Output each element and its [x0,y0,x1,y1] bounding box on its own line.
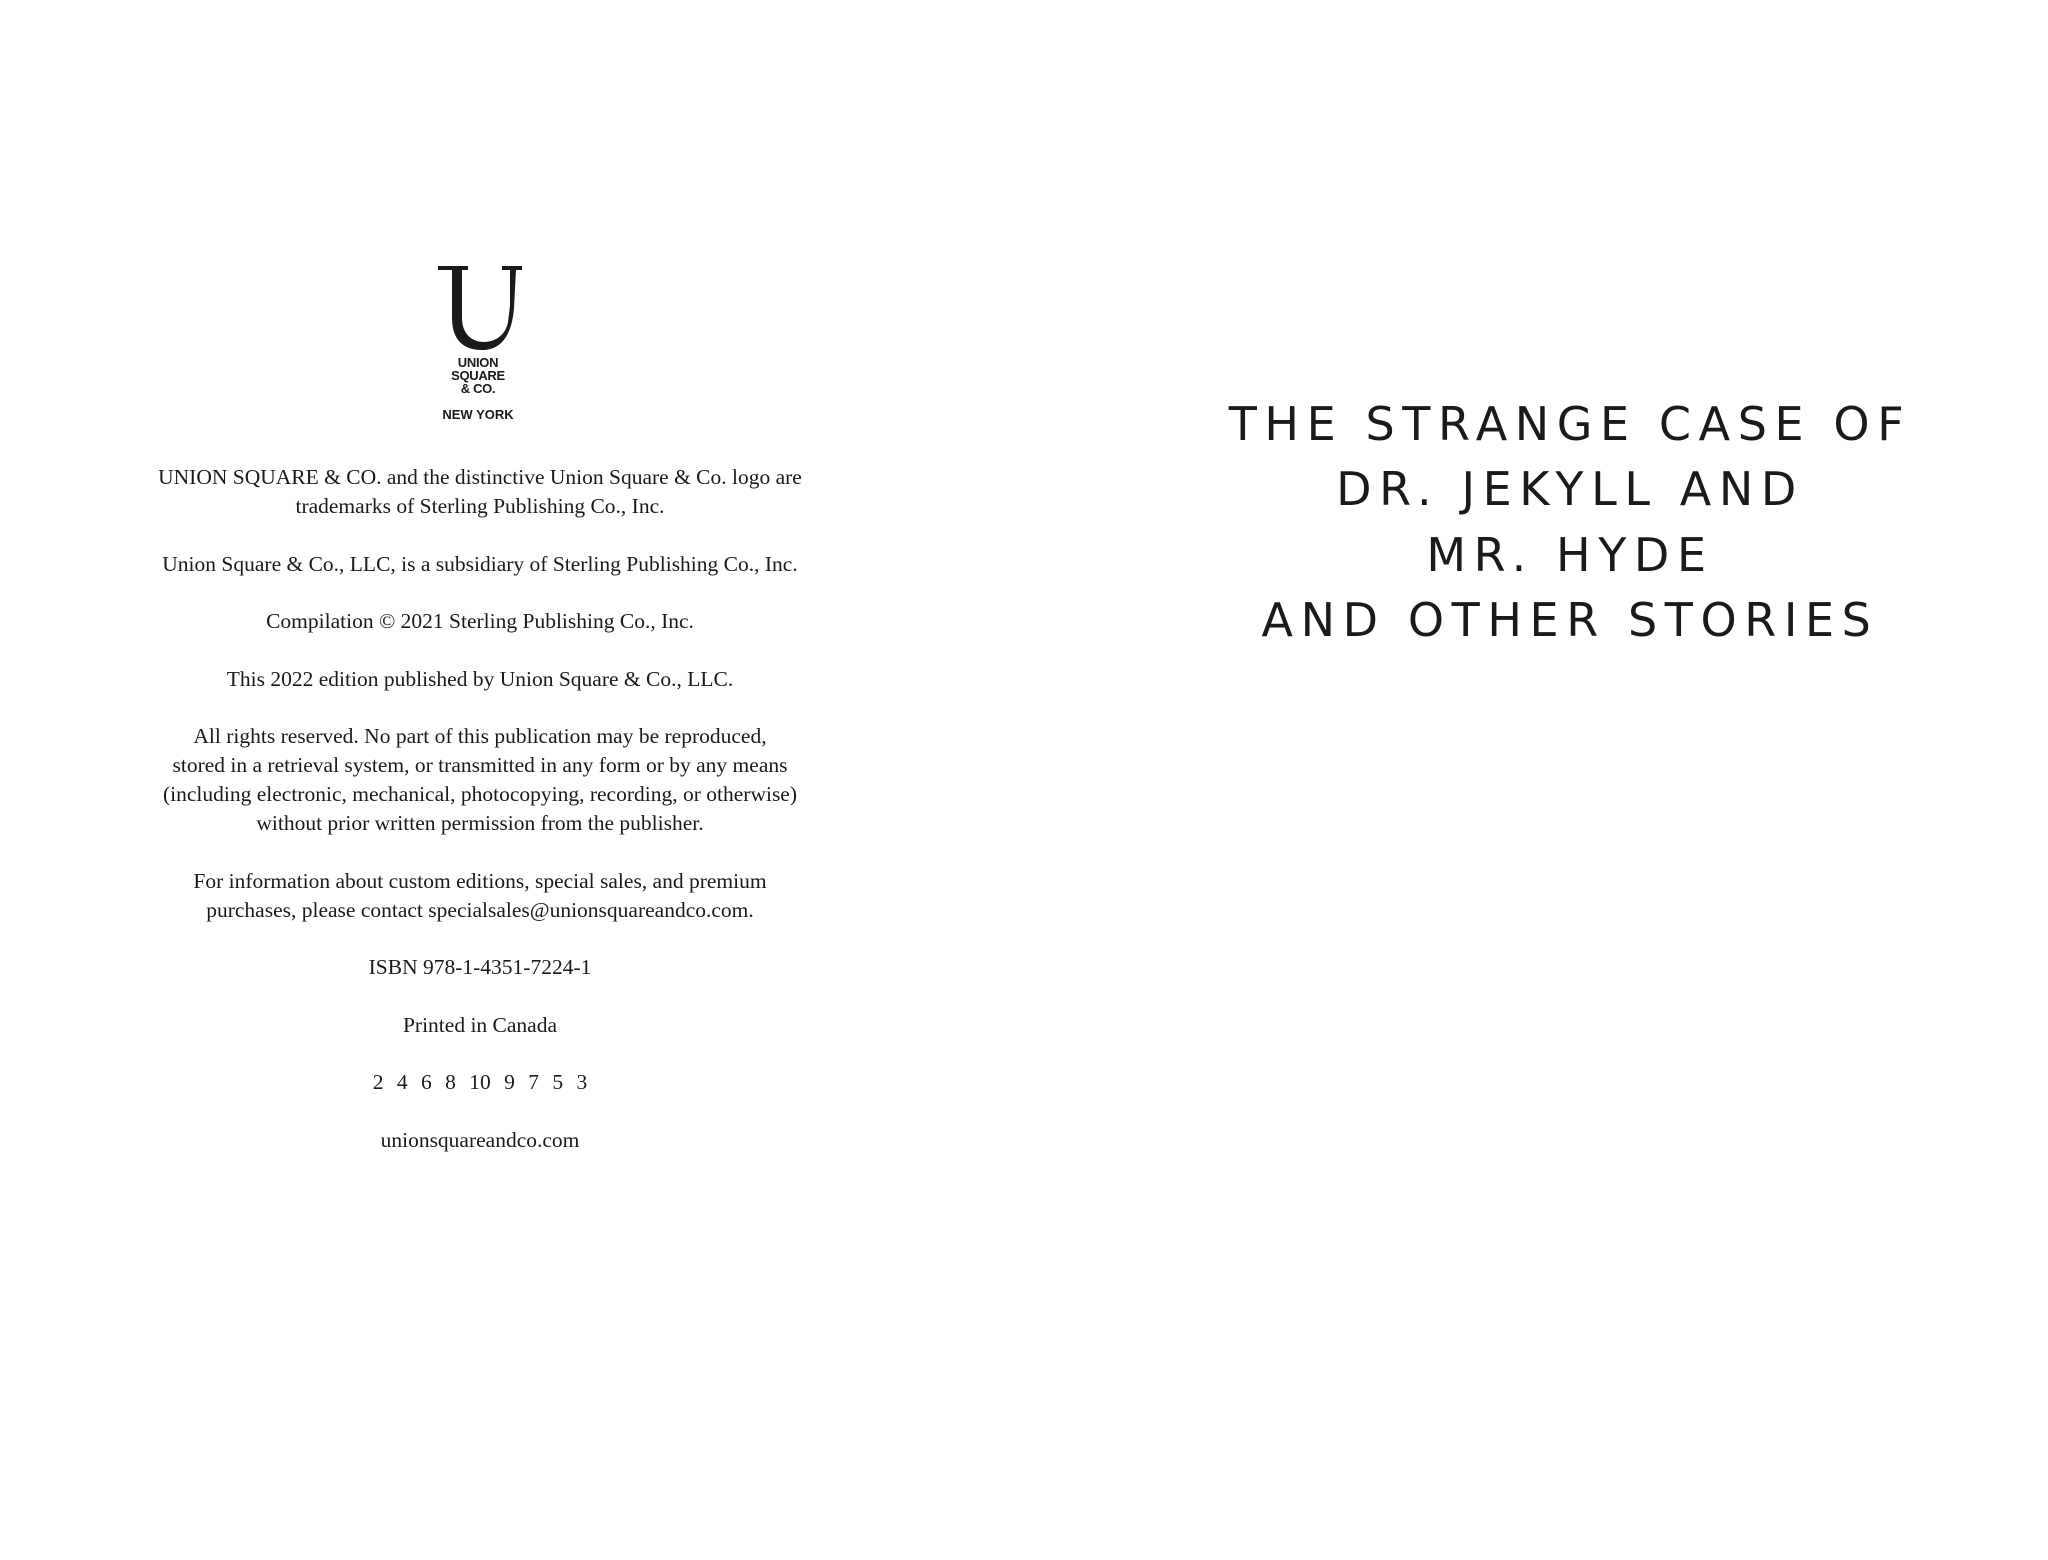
compilation-copyright [80,607,880,636]
half-title-page [1100,0,2048,1560]
text-line: Compilation © 2021 Sterling Publishing Co., Inc. [266,609,694,633]
logo-wordmark [418,356,538,395]
union-square-u-logo-icon [432,262,524,354]
copyright-notice [80,463,880,1183]
text-line: ISBN 978-1-4351-7224-1 [368,955,592,979]
text-line: (including electronic, mechanical, photocopying, recording, or otherwise) [162,782,798,806]
title-line: DR. JEKYLL AND [1336,462,1804,517]
text-line: unionsquareandco.com [380,1127,580,1152]
printed-in [80,1011,880,1040]
isbn [80,953,880,982]
text-line: without prior written permission from the publisher. [256,811,704,835]
publisher-website [80,1126,880,1155]
logo-line: UNION [457,355,499,370]
title-line: THE STRANGE CASE OF [1228,396,1912,451]
text-line: All rights reserved. No part of this publication may be reproduced, [193,724,767,748]
text-line: This 2022 edition published by Union Square & Co., LLC. [226,666,734,691]
text-line: UNION SQUARE & CO. and the distinctive Union Square & Co. logo are [158,465,802,489]
text-line: 2 4 6 8 10 9 7 5 3 [372,1070,588,1094]
text-line: Union Square & Co., LLC, is a subsidiary of Sterling Publishing Co., Inc. [162,551,798,576]
logo-city: NEW YORK [442,407,514,422]
book-title [1100,392,2040,654]
text-line: trademarks of Sterling Publishing Co., Inc. [295,494,665,518]
text-line: Printed in Canada [402,1012,558,1037]
rights-reserved-paragraph [80,722,880,838]
trademark-paragraph [80,463,880,521]
text-line: For information about custom editions, special sales, and premium [193,868,767,893]
copyright-page [0,0,960,1560]
edition-statement [80,665,880,694]
title-line: AND OTHER STORIES [1261,593,1879,648]
special-sales-paragraph [80,867,880,925]
title-line: MR. HYDE [1426,527,1714,582]
printing-number-line [80,1068,880,1097]
logo-line: & CO. [460,381,496,396]
subsidiary-paragraph [80,550,880,579]
text-line: stored in a retrieval system, or transmitted in any form or by any means [172,753,788,777]
text-line: purchases, please contact specialsales@unionsquareandco.com. [206,897,754,922]
logo-line: SQUARE [451,368,505,383]
publisher-logo [418,262,538,432]
